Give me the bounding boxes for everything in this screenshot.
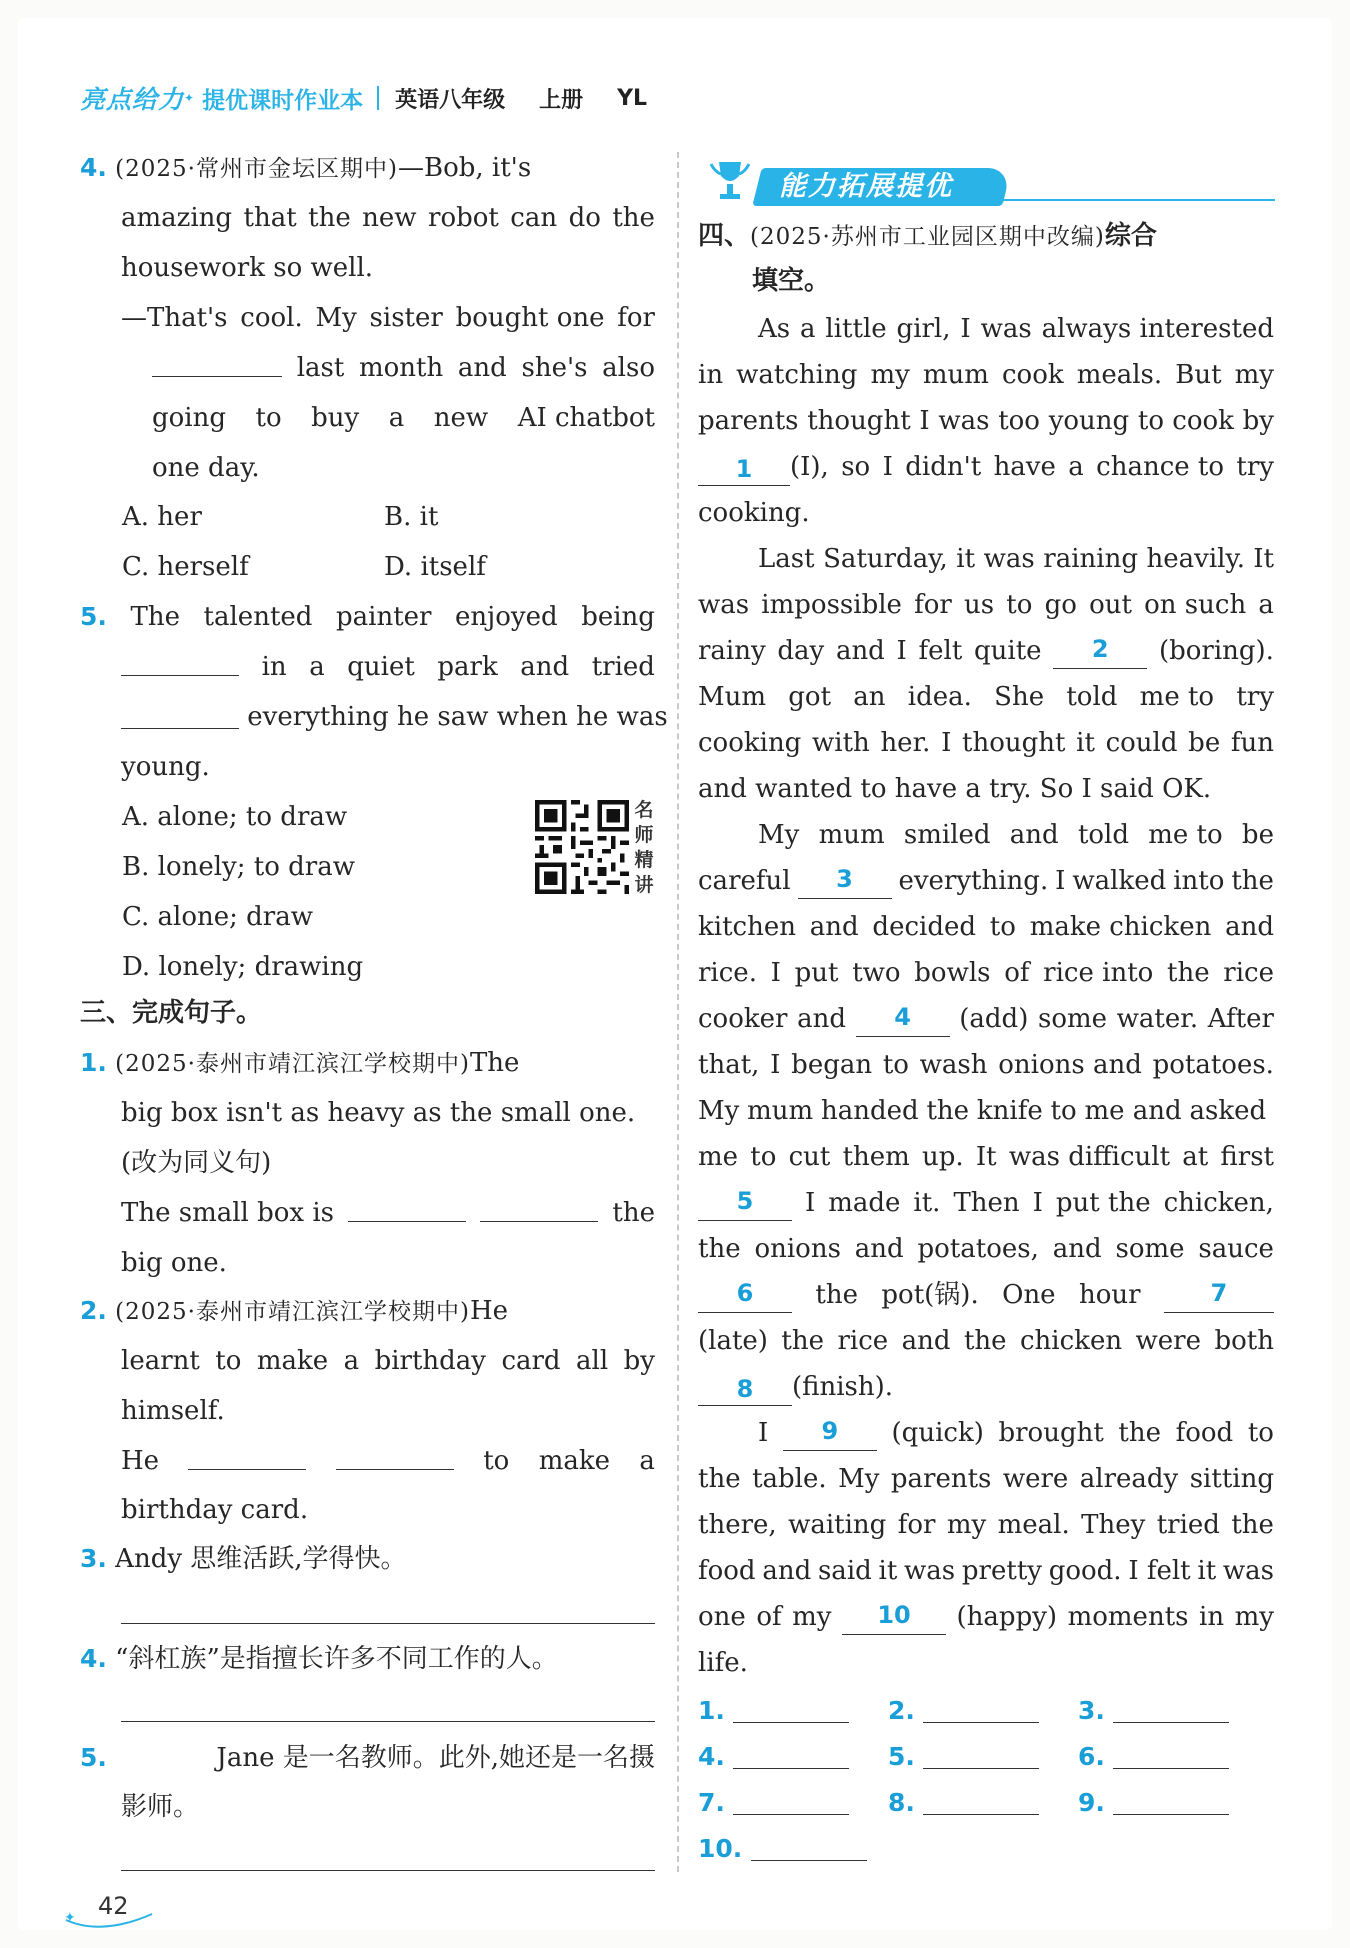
option-4c[interactable]: C. herself [122, 552, 249, 582]
option-4b[interactable]: B. it [384, 502, 439, 532]
question-4: 4. (2025·常州市金坛区期中)—Bob, it's [80, 153, 532, 183]
blank-4[interactable]: 4 [856, 1001, 950, 1037]
answer-slot-2[interactable]: 2. [888, 1693, 1039, 1729]
answer-slot-10[interactable]: 10. [698, 1831, 867, 1867]
option-5b[interactable]: B. lonely; to draw [122, 852, 355, 882]
s3-question-3: 3. Andy 思维活跃,学得快。 [80, 1544, 407, 1574]
series-subtitle: 提优课时作业本 [202, 87, 364, 114]
blank-7[interactable]: 7 [1164, 1277, 1274, 1313]
answer-slot-9[interactable]: 9. [1078, 1785, 1229, 1821]
q4-blank[interactable] [152, 350, 282, 377]
q5-blank-2[interactable] [121, 702, 239, 729]
blank-2[interactable]: 2 [1053, 633, 1147, 669]
subject-grade: 英语八年级 [395, 87, 506, 113]
trophy-icon [705, 158, 755, 208]
answer-slot-5[interactable]: 5. [888, 1739, 1039, 1775]
header-divider [377, 86, 379, 110]
volume-label: 上册 [539, 87, 584, 113]
brand-logo: 亮点给力 [80, 85, 185, 114]
banner-title: 能力拓展提优 [779, 171, 953, 202]
s3-question-4: 4. “斜杠族”是指擅长许多不同工作的人。 [80, 1644, 558, 1674]
blank-10[interactable]: 10 [842, 1599, 946, 1635]
page-number: 42 [98, 1892, 129, 1920]
answer-slot-7[interactable]: 7. [698, 1785, 849, 1821]
page-header [80, 78, 681, 118]
answer-slot-3[interactable]: 3. [1078, 1693, 1229, 1729]
s2-blank-2[interactable] [336, 1443, 454, 1470]
qr-code-icon[interactable] [535, 800, 629, 898]
blank-5[interactable]: 5 [698, 1185, 792, 1221]
blank-9[interactable]: 9 [783, 1415, 877, 1451]
s2-blank-1[interactable] [188, 1443, 306, 1470]
s3-answer-line[interactable] [121, 1623, 655, 1624]
answer-slot-8[interactable]: 8. [888, 1785, 1039, 1821]
answer-slot-6[interactable]: 6. [1078, 1739, 1229, 1775]
blank-6[interactable]: 6 [698, 1277, 792, 1313]
section-3-title: 三、完成句子。 [80, 998, 263, 1028]
blank-3[interactable]: 3 [798, 863, 892, 899]
section-banner [705, 150, 1275, 206]
edition-label: YL [617, 85, 648, 111]
s3-question-1: 1. (2025·泰州市靖江滨江学校期中)The [80, 1048, 520, 1078]
s1-blank-2[interactable] [480, 1195, 598, 1222]
s5-answer-line[interactable] [121, 1870, 655, 1871]
question-5: 5. The talented painter enjoyed being [80, 602, 655, 632]
qr-label: 名师精讲 [634, 799, 654, 896]
s1-blank-1[interactable] [348, 1195, 466, 1222]
blank-1[interactable]: 1 [698, 453, 790, 486]
column-divider [677, 152, 679, 1872]
option-5a[interactable]: A. alone; to draw [122, 802, 348, 832]
option-4a[interactable]: A. her [122, 502, 202, 532]
s4-answer-line[interactable] [121, 1721, 655, 1722]
q5-blank-1[interactable] [121, 649, 239, 676]
svg-text:✦: ✦ [64, 1910, 76, 1926]
option-5d[interactable]: D. lonely; drawing [122, 952, 364, 982]
section-4-title: 四、(2025·苏州市工业园区期中改编)综合 [698, 221, 1157, 251]
answer-slot-1[interactable]: 1. [698, 1693, 849, 1729]
option-5c[interactable]: C. alone; draw [122, 902, 313, 932]
option-4d[interactable]: D. itself [384, 552, 486, 582]
s3-question-5: 5. Jane 是一名教师。此外,她还是一名摄 [80, 1743, 655, 1773]
answer-slot-4[interactable]: 4. [698, 1739, 849, 1775]
blank-8[interactable]: 8 [698, 1373, 792, 1406]
s3-question-2: 2. (2025·泰州市靖江滨江学校期中)He [80, 1296, 509, 1326]
banner-rule [995, 199, 1275, 201]
brand-star-icon: ✦ [184, 91, 195, 105]
